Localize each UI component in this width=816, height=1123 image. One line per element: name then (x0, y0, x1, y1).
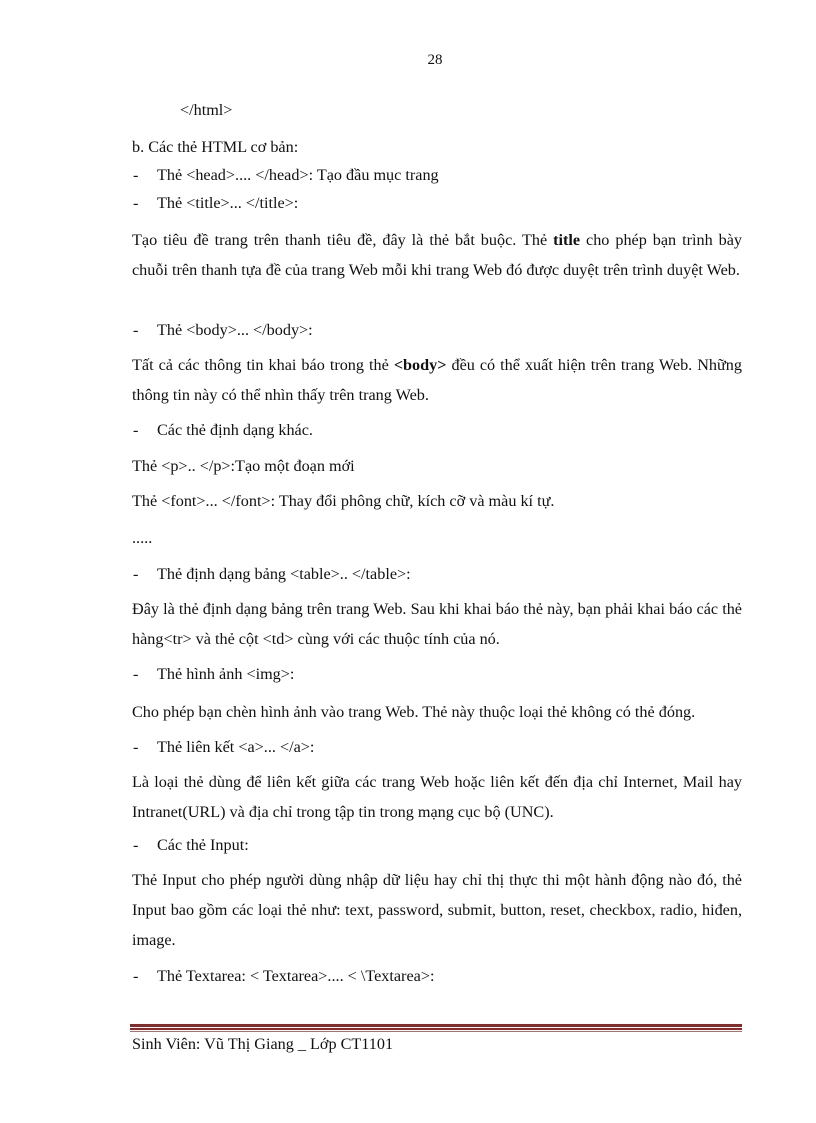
head-tag-item: Thẻ <head>.... </head>: Tạo đầu mục trang (157, 166, 439, 184)
bullet-dash: - (133, 967, 139, 985)
format-tags-item: Các thẻ định dạng khác. (157, 421, 313, 439)
textarea-tag-item: Thẻ Textarea: < Textarea>.... < \Textarea>: (157, 967, 435, 985)
p-tag-line: Thẻ <p>.. </p>:Tạo một đoạn mới (132, 457, 355, 475)
page-number: 28 (427, 52, 443, 68)
a-tag-item: Thẻ liên kết <a>... </a>: (157, 738, 315, 756)
title-tag-item: Thẻ <title>... </title>: (157, 194, 299, 212)
footer-rule (130, 1024, 742, 1027)
body-tag-item: Thẻ <body>... </body>: (157, 321, 313, 339)
input-description-paragraph: Thẻ Input cho phép người dùng nhập dữ liệu hay chỉ thị thực thi một hành động nào đó, thẻ Input bao gồm các loại thẻ như: text, password, submit, button, reset, checkbox, radio, hiđen, image. (132, 871, 742, 949)
footer-rule (130, 1028, 742, 1030)
table-tag-item: Thẻ định dạng bảng <table>.. </table>: (157, 565, 411, 583)
bullet-dash: - (133, 665, 139, 683)
bullet-dash: - (133, 321, 139, 339)
html-close-line: </html> (180, 101, 233, 119)
bullet-dash: - (133, 166, 139, 184)
bullet-dash: - (133, 738, 139, 756)
footer-rule (130, 1031, 742, 1032)
bullet-dash: - (133, 421, 139, 439)
input-tag-item: Các thẻ Input: (157, 836, 249, 854)
bullet-dash: - (133, 836, 139, 854)
footer-student-line: Sinh Viên: Vũ Thị Giang _ Lớp CT1101 (132, 1035, 394, 1053)
title-description-paragraph: Tạo tiêu đề trang trên thanh tiêu đề, đây là thẻ bắt buộc. Thẻ title cho phép bạn trình bày chuỗi trên thanh tựa đề của trang Web mỗi khi trang Web đó được duyệt trên trình duyệt Web. (132, 231, 743, 279)
bullet-dash: - (133, 194, 139, 212)
a-description-paragraph: Là loại thẻ dùng để liên kết giữa các trang Web hoặc liên kết đến địa chỉ Internet, Mail hay Intranet(URL) và địa chỉ trong tập tin trong mạng cục bộ (UNC). (132, 773, 742, 821)
section-b-heading: b. Các thẻ HTML cơ bản: (132, 138, 299, 156)
img-tag-item: Thẻ hình ảnh <img>: (157, 665, 295, 683)
bullet-dash: - (133, 565, 139, 583)
ellipsis-line: ..... (132, 529, 153, 547)
table-description-paragraph: Đây là thẻ định dạng bảng trên trang Web. Sau khi khai báo thẻ này, bạn phải khai báo các thẻ hàng<tr> và thẻ cột <td> cùng với các thuộc tính của nó. (132, 600, 742, 648)
img-description-paragraph: Cho phép bạn chèn hình ảnh vào trang Web. Thẻ này thuộc loại thẻ không có thẻ đóng. (132, 703, 696, 721)
body-description-paragraph: Tất cả các thông tin khai báo trong thẻ <body> đều có thể xuất hiện trên trang Web. Những thông tin này có thể nhìn thấy trên trang Web. (132, 356, 742, 404)
font-tag-line: Thẻ <font>... </font>: Thay đổi phông chữ, kích cỡ và màu kí tự. (132, 492, 555, 510)
